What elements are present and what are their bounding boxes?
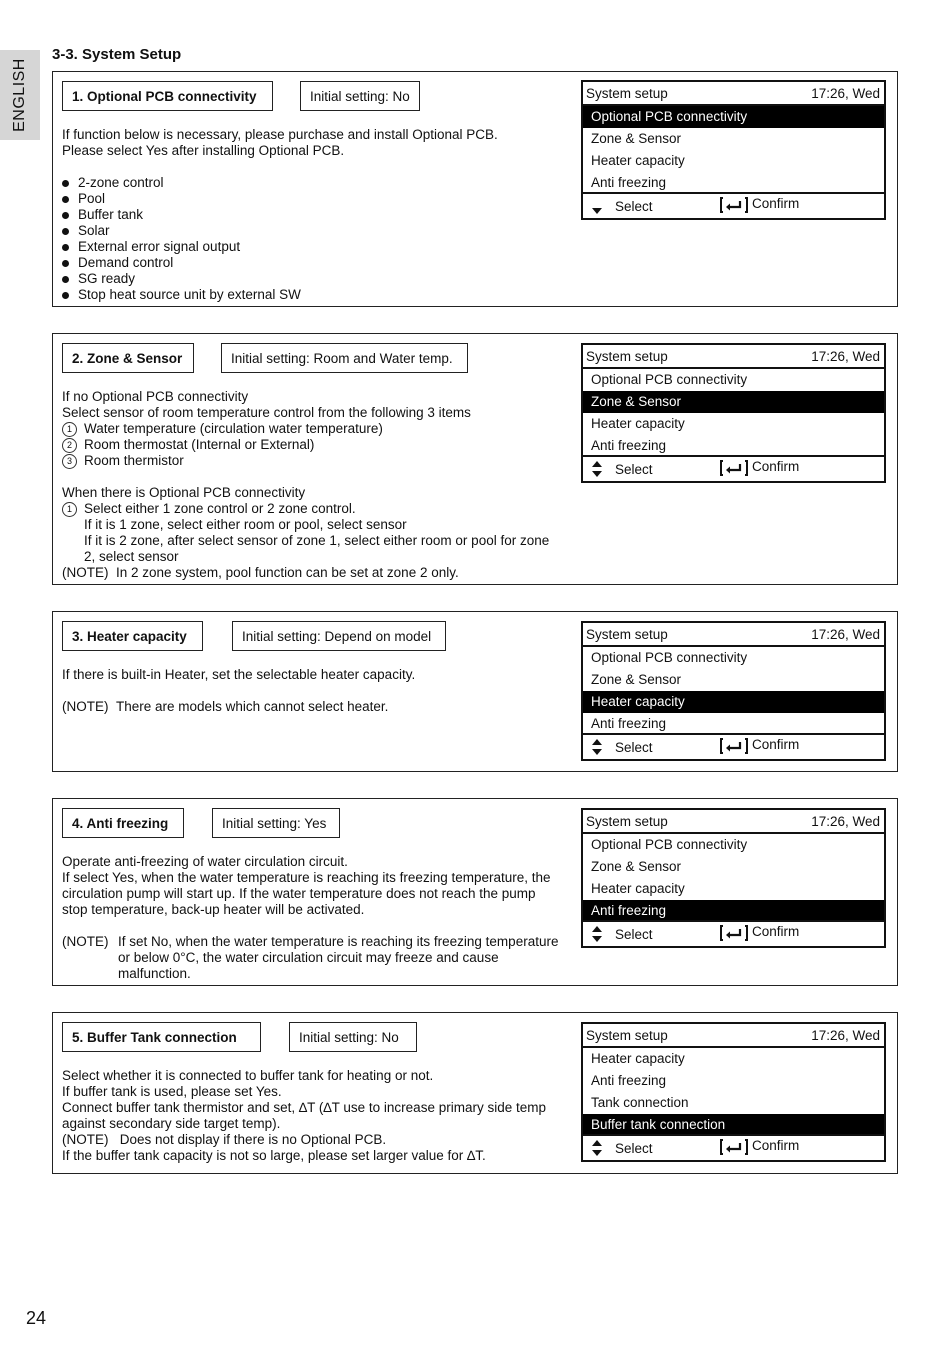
screen-time: 17:26, Wed	[811, 1027, 880, 1043]
language-tab	[0, 50, 40, 140]
menu-item[interactable]: Zone & Sensor	[591, 859, 682, 874]
enter-key-icon	[720, 197, 748, 213]
initial-setting: Initial setting: Depend on model	[232, 621, 446, 651]
section-body	[62, 1068, 577, 1164]
screen-title: System setup	[586, 1027, 668, 1043]
body-line: If the buffer tank capacity is not so large, please set larger value for ∆T.	[62, 1148, 486, 1163]
menu-item-selected[interactable]: Zone & Sensor	[583, 391, 884, 413]
menu-item-selected[interactable]: Buffer tank connection	[583, 1114, 884, 1136]
confirm-label: Confirm	[752, 459, 800, 474]
body-line: Operate anti-freezing of water circulation circuit.	[62, 854, 348, 869]
bullet-item: SG ready	[62, 271, 572, 287]
page-title: 3-3. System Setup	[52, 46, 182, 63]
screen-header	[583, 1024, 884, 1048]
menu-item[interactable]: Anti freezing	[591, 716, 667, 731]
section-heading: 1. Optional PCB connectivity	[62, 81, 273, 111]
menu-item[interactable]: Heater capacity	[591, 1051, 685, 1066]
menu-item-selected[interactable]: Heater capacity	[583, 691, 884, 713]
screen-time: 17:26, Wed	[811, 813, 880, 829]
menu-item[interactable]: Zone & Sensor	[591, 672, 682, 687]
up-down-arrow-icon	[591, 738, 603, 756]
screen-footer	[583, 1134, 884, 1160]
menu-item-selected[interactable]: Optional PCB connectivity	[583, 106, 884, 128]
menu-item[interactable]: Heater capacity	[591, 881, 685, 896]
lcd-screen	[581, 80, 886, 220]
bullet-item: Demand control	[62, 255, 572, 271]
numbered-item: 2 Room thermostat (Internal or External)	[62, 437, 582, 453]
screen-header	[583, 82, 884, 106]
body-line: If there is built-in Heater, set the selectable heater capacity.	[62, 667, 416, 682]
select-label: Select	[615, 461, 653, 477]
note-line: malfunction.	[118, 966, 191, 981]
select-label: Select	[615, 198, 653, 214]
note-line: (NOTE) Does not display if there is no Optional PCB.	[62, 1132, 387, 1147]
circled-number-2: 2	[62, 438, 77, 453]
screen-footer	[583, 455, 884, 481]
section-heading: 5. Buffer Tank connection	[62, 1022, 261, 1052]
body-line: 2, select sensor	[84, 549, 179, 564]
section-heading: 2. Zone & Sensor	[62, 343, 194, 373]
circled-number-1: 1	[62, 422, 77, 437]
menu-item[interactable]: Anti freezing	[591, 175, 667, 190]
note-line: (NOTE) There are models which cannot select heater.	[62, 699, 389, 714]
enter-key-icon	[720, 738, 748, 754]
section-heading: 3. Heater capacity	[62, 621, 203, 651]
menu-item[interactable]: Anti freezing	[591, 438, 667, 453]
numbered-item: 3 Room thermistor	[62, 453, 582, 469]
up-down-arrow-icon	[591, 460, 603, 478]
menu-item-selected[interactable]: Anti freezing	[583, 900, 884, 922]
screen-header	[583, 345, 884, 369]
body-line: Connect buffer tank thermistor and set, ∆T (∆T use to increase primary side temp	[62, 1100, 546, 1115]
body-line: If it is 1 zone, select either room or pool, select sensor	[84, 517, 407, 532]
section-heater-capacity	[52, 611, 898, 772]
numbered-item: 1 Select either 1 zone control or 2 zone control.	[62, 501, 582, 517]
bullet-item: Stop heat source unit by external SW	[62, 287, 572, 303]
bullet-item: Solar	[62, 223, 572, 239]
screen-footer	[583, 192, 884, 218]
down-arrow-icon	[591, 197, 603, 215]
screen-header	[583, 623, 884, 647]
menu-item[interactable]: Optional PCB connectivity	[591, 837, 748, 852]
screen-footer	[583, 733, 884, 759]
up-down-arrow-icon	[591, 1139, 603, 1157]
menu-item[interactable]: Heater capacity	[591, 416, 685, 431]
up-down-arrow-icon	[591, 925, 603, 943]
menu-item[interactable]: Optional PCB connectivity	[591, 372, 748, 387]
body-line: If it is 2 zone, after select sensor of zone 1, select either room or pool for zone	[84, 533, 550, 548]
screen-title: System setup	[586, 85, 668, 101]
menu-item[interactable]: Optional PCB connectivity	[591, 650, 748, 665]
lcd-screen	[581, 343, 886, 483]
bullet-item: 2-zone control	[62, 175, 572, 191]
note-label: (NOTE)	[62, 934, 109, 949]
section-heading: 4. Anti freezing	[62, 808, 184, 838]
confirm-label: Confirm	[752, 924, 800, 939]
initial-setting: Initial setting: No	[289, 1022, 417, 1052]
screen-time: 17:26, Wed	[811, 85, 880, 101]
numbered-item: 1 Water temperature (circulation water temperature)	[62, 421, 582, 437]
body-line: Please select Yes after installing Optional PCB.	[62, 143, 345, 158]
screen-time: 17:26, Wed	[811, 348, 880, 364]
body-line: stop temperature, back-up heater will be activated.	[62, 902, 365, 917]
body-line: If select Yes, when the water temperature is reaching its freezing temperature, the	[62, 870, 551, 885]
note-line: If set No, when the water temperature is reaching its freezing temperature	[118, 934, 559, 949]
circled-number-1: 1	[62, 502, 77, 517]
initial-setting: Initial setting: No	[300, 81, 420, 111]
initial-setting: Initial setting: Yes	[212, 808, 340, 838]
screen-title: System setup	[586, 626, 668, 642]
section-body	[62, 389, 582, 581]
enter-key-icon	[720, 460, 748, 476]
body-line: Select whether it is connected to buffer tank for heating or not.	[62, 1068, 434, 1083]
confirm-label: Confirm	[752, 737, 800, 752]
section-body	[62, 667, 572, 715]
note-block	[62, 934, 577, 982]
bullet-item: Pool	[62, 191, 572, 207]
lcd-screen	[581, 621, 886, 761]
body-line: circulation pump will start up. If the water temperature does not reach the pump	[62, 886, 536, 901]
screen-header	[583, 810, 884, 834]
select-label: Select	[615, 739, 653, 755]
select-label: Select	[615, 1140, 653, 1156]
body-line: Select sensor of room temperature control from the following 3 items	[62, 405, 471, 420]
menu-item[interactable]: Anti freezing	[591, 1073, 667, 1088]
note-line: or below 0°C, the water circulation circuit may freeze and cause	[118, 950, 499, 965]
section-anti-freezing	[52, 798, 898, 986]
body-line: against secondary side target temp).	[62, 1116, 281, 1131]
menu-item[interactable]: Heater capacity	[591, 153, 685, 168]
note-line: (NOTE) In 2 zone system, pool function can be set at zone 2 only.	[62, 565, 459, 580]
section-zone-sensor	[52, 333, 898, 585]
lcd-screen	[581, 808, 886, 948]
enter-key-icon	[720, 925, 748, 941]
enter-key-icon	[720, 1139, 748, 1155]
body-line: If buffer tank is used, please set Yes.	[62, 1084, 282, 1099]
screen-footer	[583, 920, 884, 946]
page-number: 24	[26, 1308, 47, 1328]
menu-item[interactable]: Zone & Sensor	[591, 131, 682, 146]
body-line: If function below is necessary, please purchase and install Optional PCB.	[62, 127, 498, 142]
screen-time: 17:26, Wed	[811, 626, 880, 642]
confirm-label: Confirm	[752, 196, 800, 211]
body-line: When there is Optional PCB connectivity	[62, 485, 306, 500]
confirm-label: Confirm	[752, 1138, 800, 1153]
bullet-item: External error signal output	[62, 239, 572, 255]
select-label: Select	[615, 926, 653, 942]
lcd-screen	[581, 1022, 886, 1162]
section-body	[62, 127, 572, 303]
section-optional-pcb	[52, 71, 898, 307]
circled-number-3: 3	[62, 454, 77, 469]
section-body	[62, 854, 577, 982]
language-label: ENGLISH	[11, 58, 28, 132]
initial-setting: Initial setting: Room and Water temp.	[221, 343, 468, 373]
section-buffer-tank	[52, 1012, 898, 1174]
screen-title: System setup	[586, 348, 668, 364]
bullet-item: Buffer tank	[62, 207, 572, 223]
menu-item[interactable]: Tank connection	[591, 1095, 689, 1110]
body-line: If no Optional PCB connectivity	[62, 389, 249, 404]
screen-title: System setup	[586, 813, 668, 829]
